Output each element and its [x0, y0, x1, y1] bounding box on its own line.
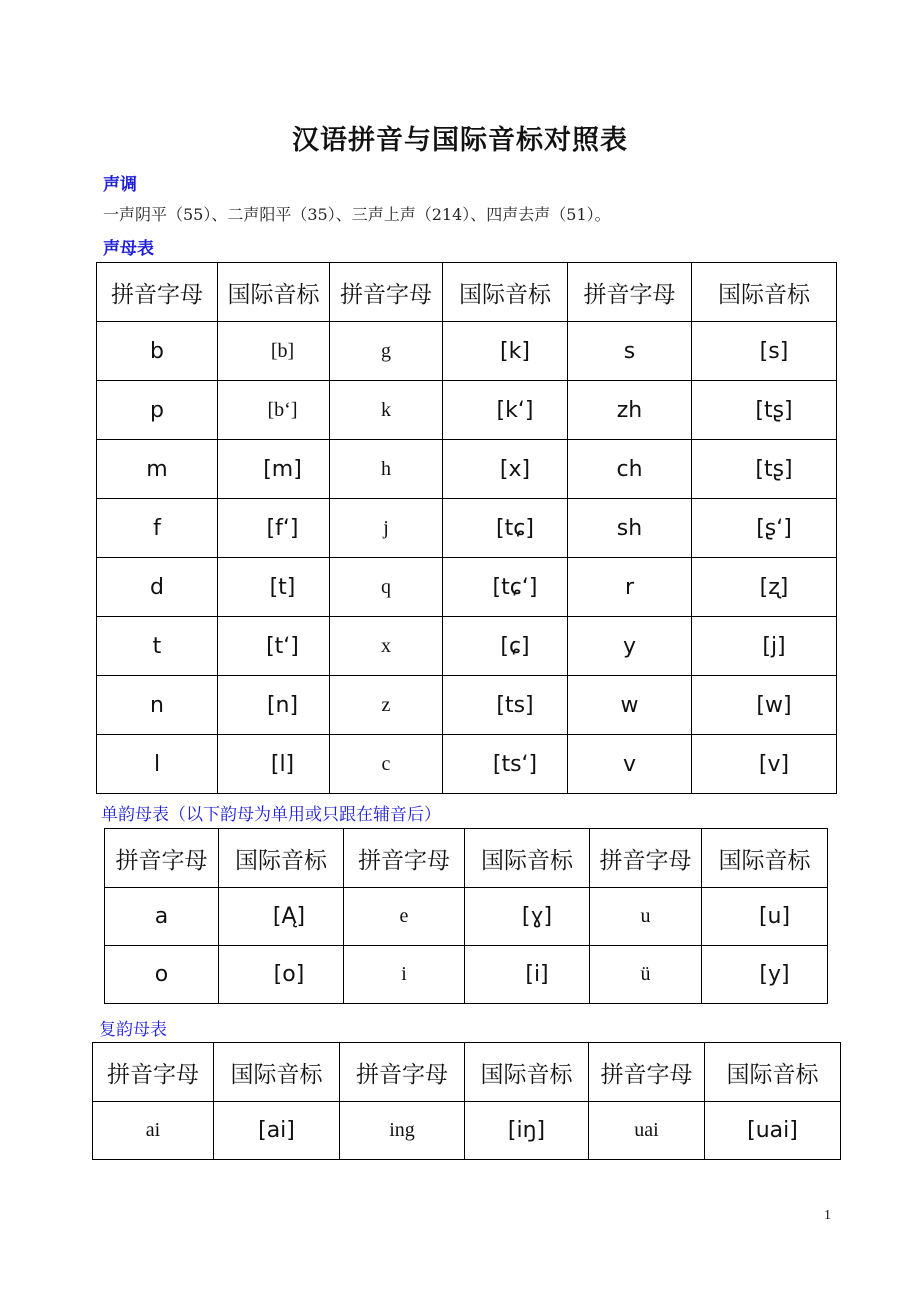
ipa-cell: [w] — [692, 676, 837, 735]
table-header-row — [93, 1043, 841, 1102]
simple-finals-table — [104, 828, 828, 1004]
pinyin-cell: c — [330, 735, 443, 794]
compound-finals-heading: 复韵母表 — [99, 1020, 167, 1040]
header-cell: 拼音字母 — [344, 829, 465, 888]
initials-heading: 声母表 — [103, 239, 154, 259]
ipa-cell: [y] — [702, 946, 828, 1004]
table-row — [97, 381, 837, 440]
pinyin-cell: t — [97, 617, 218, 676]
pinyin-cell: i — [344, 946, 465, 1004]
table-row — [97, 617, 837, 676]
ipa-cell: [iŋ] — [465, 1102, 589, 1160]
pinyin-cell: uai — [589, 1102, 705, 1160]
compound-finals-table — [92, 1042, 841, 1160]
simple-finals-heading: 单韵母表（以下韵母为单用或只跟在辅音后） — [101, 805, 441, 825]
ipa-cell: [f‘] — [218, 499, 330, 558]
header-cell: 国际音标 — [465, 829, 590, 888]
ipa-cell: [tɕ] — [443, 499, 568, 558]
ipa-cell: [tɕ‘] — [443, 558, 568, 617]
table-header-row — [97, 263, 837, 322]
pinyin-cell: x — [330, 617, 443, 676]
ipa-cell: [j] — [692, 617, 837, 676]
pinyin-cell: o — [105, 946, 219, 1004]
ipa-cell: [ʐ] — [692, 558, 837, 617]
pinyin-cell: ing — [340, 1102, 465, 1160]
header-cell: 拼音字母 — [97, 263, 218, 322]
ipa-cell: [ts‘] — [443, 735, 568, 794]
ipa-cell: [i] — [465, 946, 590, 1004]
pinyin-cell: p — [97, 381, 218, 440]
ipa-cell: [tʂ] — [692, 381, 837, 440]
ipa-cell: [x] — [443, 440, 568, 499]
header-cell: 国际音标 — [692, 263, 837, 322]
header-cell: 国际音标 — [465, 1043, 589, 1102]
page-number: 1 — [824, 1208, 831, 1223]
pinyin-cell: ch — [568, 440, 692, 499]
header-cell: 国际音标 — [219, 829, 344, 888]
pinyin-cell: k — [330, 381, 443, 440]
pinyin-cell: b — [97, 322, 218, 381]
header-cell: 国际音标 — [443, 263, 568, 322]
header-cell: 拼音字母 — [93, 1043, 214, 1102]
header-cell: 拼音字母 — [589, 1043, 705, 1102]
ipa-cell: [k‘] — [443, 381, 568, 440]
header-cell: 拼音字母 — [590, 829, 702, 888]
header-cell: 拼音字母 — [340, 1043, 465, 1102]
pinyin-cell: ai — [93, 1102, 214, 1160]
table-row — [105, 888, 828, 946]
header-cell: 国际音标 — [218, 263, 330, 322]
pinyin-cell: ü — [590, 946, 702, 1004]
pinyin-cell: h — [330, 440, 443, 499]
table-row — [97, 676, 837, 735]
table-header-row — [105, 829, 828, 888]
pinyin-cell: e — [344, 888, 465, 946]
pinyin-cell: u — [590, 888, 702, 946]
ipa-cell: [ɕ] — [443, 617, 568, 676]
ipa-cell: [t] — [218, 558, 330, 617]
pinyin-cell: j — [330, 499, 443, 558]
pinyin-cell: g — [330, 322, 443, 381]
ipa-cell: [ɣ] — [465, 888, 590, 946]
ipa-cell: [b‘] — [218, 381, 330, 440]
pinyin-cell: s — [568, 322, 692, 381]
ipa-cell: [Ą] — [219, 888, 344, 946]
pinyin-cell: z — [330, 676, 443, 735]
table-row — [97, 499, 837, 558]
ipa-cell: [k] — [443, 322, 568, 381]
pinyin-cell: a — [105, 888, 219, 946]
pinyin-cell: q — [330, 558, 443, 617]
ipa-cell: [ts] — [443, 676, 568, 735]
table-row — [97, 440, 837, 499]
pinyin-cell: r — [568, 558, 692, 617]
ipa-cell: [ʂ‘] — [692, 499, 837, 558]
ipa-cell: [m] — [218, 440, 330, 499]
page-title: 汉语拼音与国际音标对照表 — [292, 125, 628, 156]
ipa-cell: [n] — [218, 676, 330, 735]
pinyin-cell: f — [97, 499, 218, 558]
ipa-cell: [o] — [219, 946, 344, 1004]
pinyin-cell: l — [97, 735, 218, 794]
ipa-cell: [uai] — [705, 1102, 841, 1160]
ipa-cell: [l] — [218, 735, 330, 794]
tones-description: 一声阴平（55）、二声阳平（35）、三声上声（214）、四声去声（51）。 — [103, 205, 611, 224]
ipa-cell: [s] — [692, 322, 837, 381]
pinyin-cell: y — [568, 617, 692, 676]
ipa-cell: [v] — [692, 735, 837, 794]
header-cell: 拼音字母 — [105, 829, 219, 888]
header-cell: 拼音字母 — [568, 263, 692, 322]
header-cell: 国际音标 — [705, 1043, 841, 1102]
header-cell: 国际音标 — [214, 1043, 340, 1102]
table-row — [105, 946, 828, 1004]
header-cell: 拼音字母 — [330, 263, 443, 322]
pinyin-cell: v — [568, 735, 692, 794]
table-row — [97, 322, 837, 381]
table-row — [93, 1102, 841, 1160]
ipa-cell: [tʂ] — [692, 440, 837, 499]
pinyin-cell: w — [568, 676, 692, 735]
tones-heading: 声调 — [103, 175, 137, 195]
pinyin-cell: m — [97, 440, 218, 499]
pinyin-cell: d — [97, 558, 218, 617]
pinyin-cell: zh — [568, 381, 692, 440]
ipa-cell: [u] — [702, 888, 828, 946]
header-cell: 国际音标 — [702, 829, 828, 888]
pinyin-cell: n — [97, 676, 218, 735]
table-row — [97, 735, 837, 794]
ipa-cell: [b] — [218, 322, 330, 381]
table-row — [97, 558, 837, 617]
ipa-cell: [ai] — [214, 1102, 340, 1160]
initials-table — [96, 262, 837, 794]
pinyin-cell: sh — [568, 499, 692, 558]
ipa-cell: [t‘] — [218, 617, 330, 676]
